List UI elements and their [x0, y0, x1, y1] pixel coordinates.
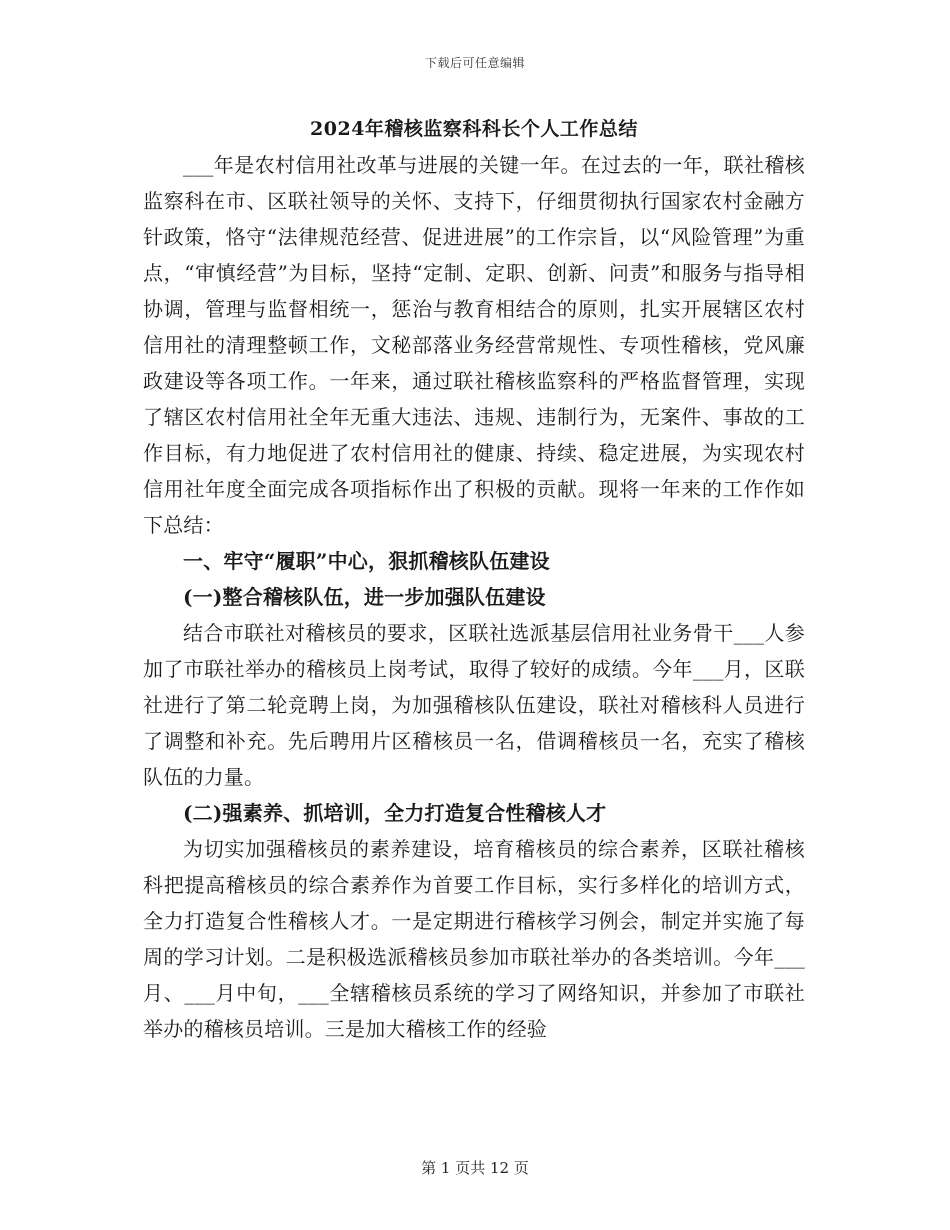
document-title: 2024年稽核监察科科长个人工作总结 — [310, 118, 638, 140]
page-number: 第 1 页共 12 页 — [421, 1159, 529, 1177]
header-note: 下载后可任意编辑 — [424, 56, 525, 70]
subsection-heading-1: (一)整合稽核队伍，进一步加强队伍建设 — [183, 585, 546, 609]
document-body — [143, 112, 805, 1047]
subsection-1-paragraph: 结合市联社对稽核员的要求，区联社选派基层信用社业务骨干___人参加了市联社举办的稽核员上岗考试，取得了较好的成绩。今年___月，区联社进行了第二轮竞聘上岗，为加强稽核队伍建设，联社对稽核科人员进行了调整和补充。先后聘用片区稽核员一名，借调稽核员一名，充实了稽核队伍的力量。 — [143, 621, 805, 789]
subsection-heading-2: (二)强素养、抓培训，全力打造复合性稽核人才 — [183, 801, 607, 825]
intro-paragraph: ___年是农村信用社改革与进展的关键一年。在过去的一年，联社稽核监察科在市、区联社领导的关怀、支持下，仔细贯彻执行国家农村金融方针政策，恪守“法律规范经营、促进进展”的工作宗旨，以“风险管理”为重点，“审慎经营”为目标，坚持“定制、定职、创新、问责”和服务与指导相协调，管理与监督相统一，惩治与教育相结合的原则，扎实开展辖区农村信用社的清理整顿工作，文秘部落业务经营常规性、专项性稽核，党风廉政建设等各项工作。一年来，通过联社稽核监察科的严格监督管理，实现了辖区农村信用社全年无重大违法、违规、违制行为，无案件、事故的工作目标，有力地促进了农村信用社的健康、持续、稳定进展，为实现农村信用社年度全面完成各项指标作出了积极的贡献。现将一年来的工作作如下总结： — [143, 153, 805, 537]
subsection-2-paragraph: 为切实加强稽核员的素养建设，培育稽核员的综合素养，区联社稽核科把提高稽核员的综合素养作为首要工作目标，实行多样化的培训方式，全力打造复合性稽核人才。一是定期进行稽核学习例会，制定并实施了每周的学习计划。二是积极选派稽核员参加市联社举办的各类培训。今年___月、___月中旬，___全辖稽核员系统的学习了网络知识，并参加了市联社举办的稽核员培训。三是加大稽核工作的经验 — [143, 837, 805, 1041]
section-heading-1: 一、牢守“履职”中心，狠抓稽核队伍建设 — [183, 549, 550, 573]
